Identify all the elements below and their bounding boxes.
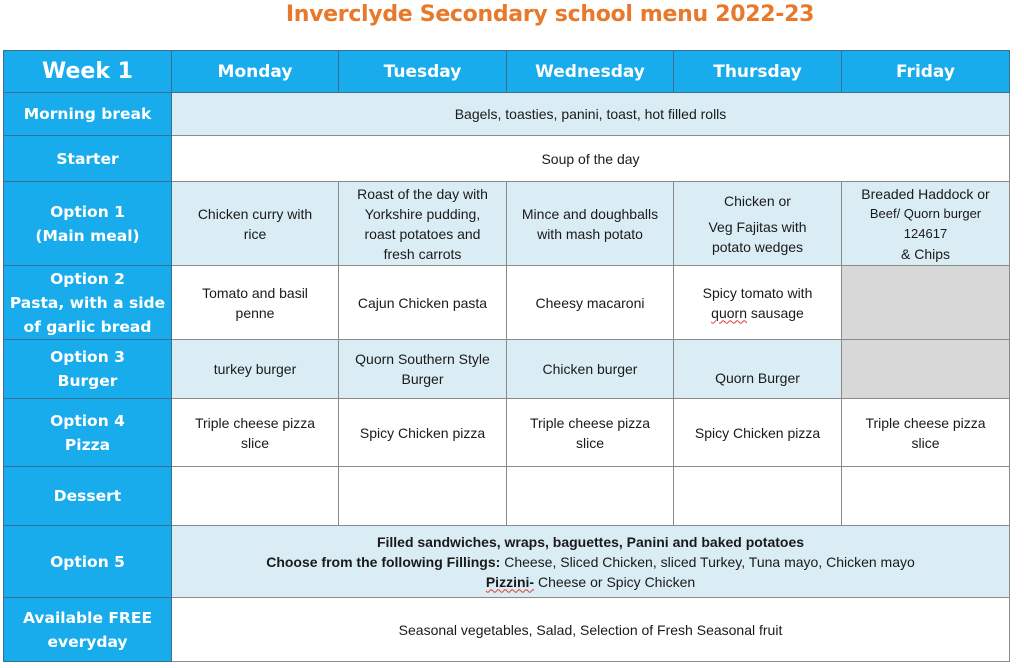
header-row	[4, 51, 1010, 93]
row-option-4	[4, 399, 1010, 467]
row-starter	[4, 136, 1010, 182]
row-label-option-2: Option 2 Pasta, with a side of garlic bread	[4, 266, 172, 340]
option1-tuesday: Roast of the day with Yorkshire pudding, roast potatoes and fresh carrots	[339, 182, 507, 266]
option4-thursday: Spicy Chicken pizza	[674, 399, 842, 467]
week-label: Week 1	[4, 51, 172, 93]
option3-tuesday: Quorn Southern Style Burger	[339, 340, 507, 399]
row-label-option-1: Option 1 (Main meal)	[4, 182, 172, 266]
option1-thursday: Chicken or Veg Fajitas with potato wedges	[674, 182, 842, 266]
option3-friday-unavailable	[842, 340, 1010, 399]
row-label-morning-break: Morning break	[4, 93, 172, 136]
menu-table	[3, 50, 1010, 662]
starter-all-days: Soup of the day	[172, 136, 1010, 182]
page-title: Inverclyde Secondary school menu 2022-23	[285, 2, 815, 27]
option5-all-days	[172, 526, 1010, 598]
option2-thursday: Spicy tomato with quorn sausage	[674, 266, 842, 340]
option3-thursday: Quorn Burger	[674, 340, 842, 399]
row-option-1	[4, 182, 1010, 266]
dessert-wednesday	[507, 467, 674, 526]
row-option-2	[4, 266, 1010, 340]
day-header-wednesday: Wednesday	[507, 51, 674, 93]
dessert-tuesday	[339, 467, 507, 526]
row-label-option-5: Option 5	[4, 526, 172, 598]
option1-wednesday: Mince and doughballs with mash potato	[507, 182, 674, 266]
dessert-thursday	[674, 467, 842, 526]
dessert-friday	[842, 467, 1010, 526]
option4-monday: Triple cheese pizza slice	[172, 399, 339, 467]
day-header-tuesday: Tuesday	[339, 51, 507, 93]
day-header-thursday: Thursday	[674, 51, 842, 93]
row-option-5	[4, 526, 1010, 598]
option1-monday: Chicken curry with rice	[172, 182, 339, 266]
row-label-option-3: Option 3 Burger	[4, 340, 172, 399]
free-all-days: Seasonal vegetables, Salad, Selection of Fresh Seasonal fruit	[172, 598, 1010, 662]
row-available-free	[4, 598, 1010, 662]
row-morning-break	[4, 93, 1010, 136]
row-dessert	[4, 467, 1010, 526]
row-label-option-4: Option 4 Pizza	[4, 399, 172, 467]
option5-line-3: Pizzini- Cheese or Spicy Chicken	[485, 573, 696, 590]
option2-wednesday: Cheesy macaroni	[507, 266, 674, 340]
option1-friday: Breaded Haddock or Beef/ Quorn burger 124617 & Chips	[842, 182, 1010, 266]
spellcheck-word: quorn	[711, 304, 747, 321]
option3-wednesday: Chicken burger	[507, 340, 674, 399]
option5-line-2: Choose from the following Fillings: Cheese, Sliced Chicken, sliced Turkey, Tuna mayo, Chicken mayo	[266, 553, 915, 570]
option3-monday: turkey burger	[172, 340, 339, 399]
option2-friday-unavailable	[842, 266, 1010, 340]
day-header-friday: Friday	[842, 51, 1010, 93]
option2-monday: Tomato and basil penne	[172, 266, 339, 340]
dessert-monday	[172, 467, 339, 526]
day-header-monday: Monday	[172, 51, 339, 93]
row-label-available-free: Available FREE everyday	[4, 598, 172, 662]
option2-tuesday: Cajun Chicken pasta	[339, 266, 507, 340]
option4-wednesday: Triple cheese pizza slice	[507, 399, 674, 467]
morning-break-all-days: Bagels, toasties, panini, toast, hot filled rolls	[172, 93, 1010, 136]
option4-tuesday: Spicy Chicken pizza	[339, 399, 507, 467]
option5-line-1: Filled sandwiches, wraps, baguettes, Panini and baked potatoes	[376, 533, 805, 550]
row-label-dessert: Dessert	[4, 467, 172, 526]
row-label-starter: Starter	[4, 136, 172, 182]
row-option-3	[4, 340, 1010, 399]
option4-friday: Triple cheese pizza slice	[842, 399, 1010, 467]
